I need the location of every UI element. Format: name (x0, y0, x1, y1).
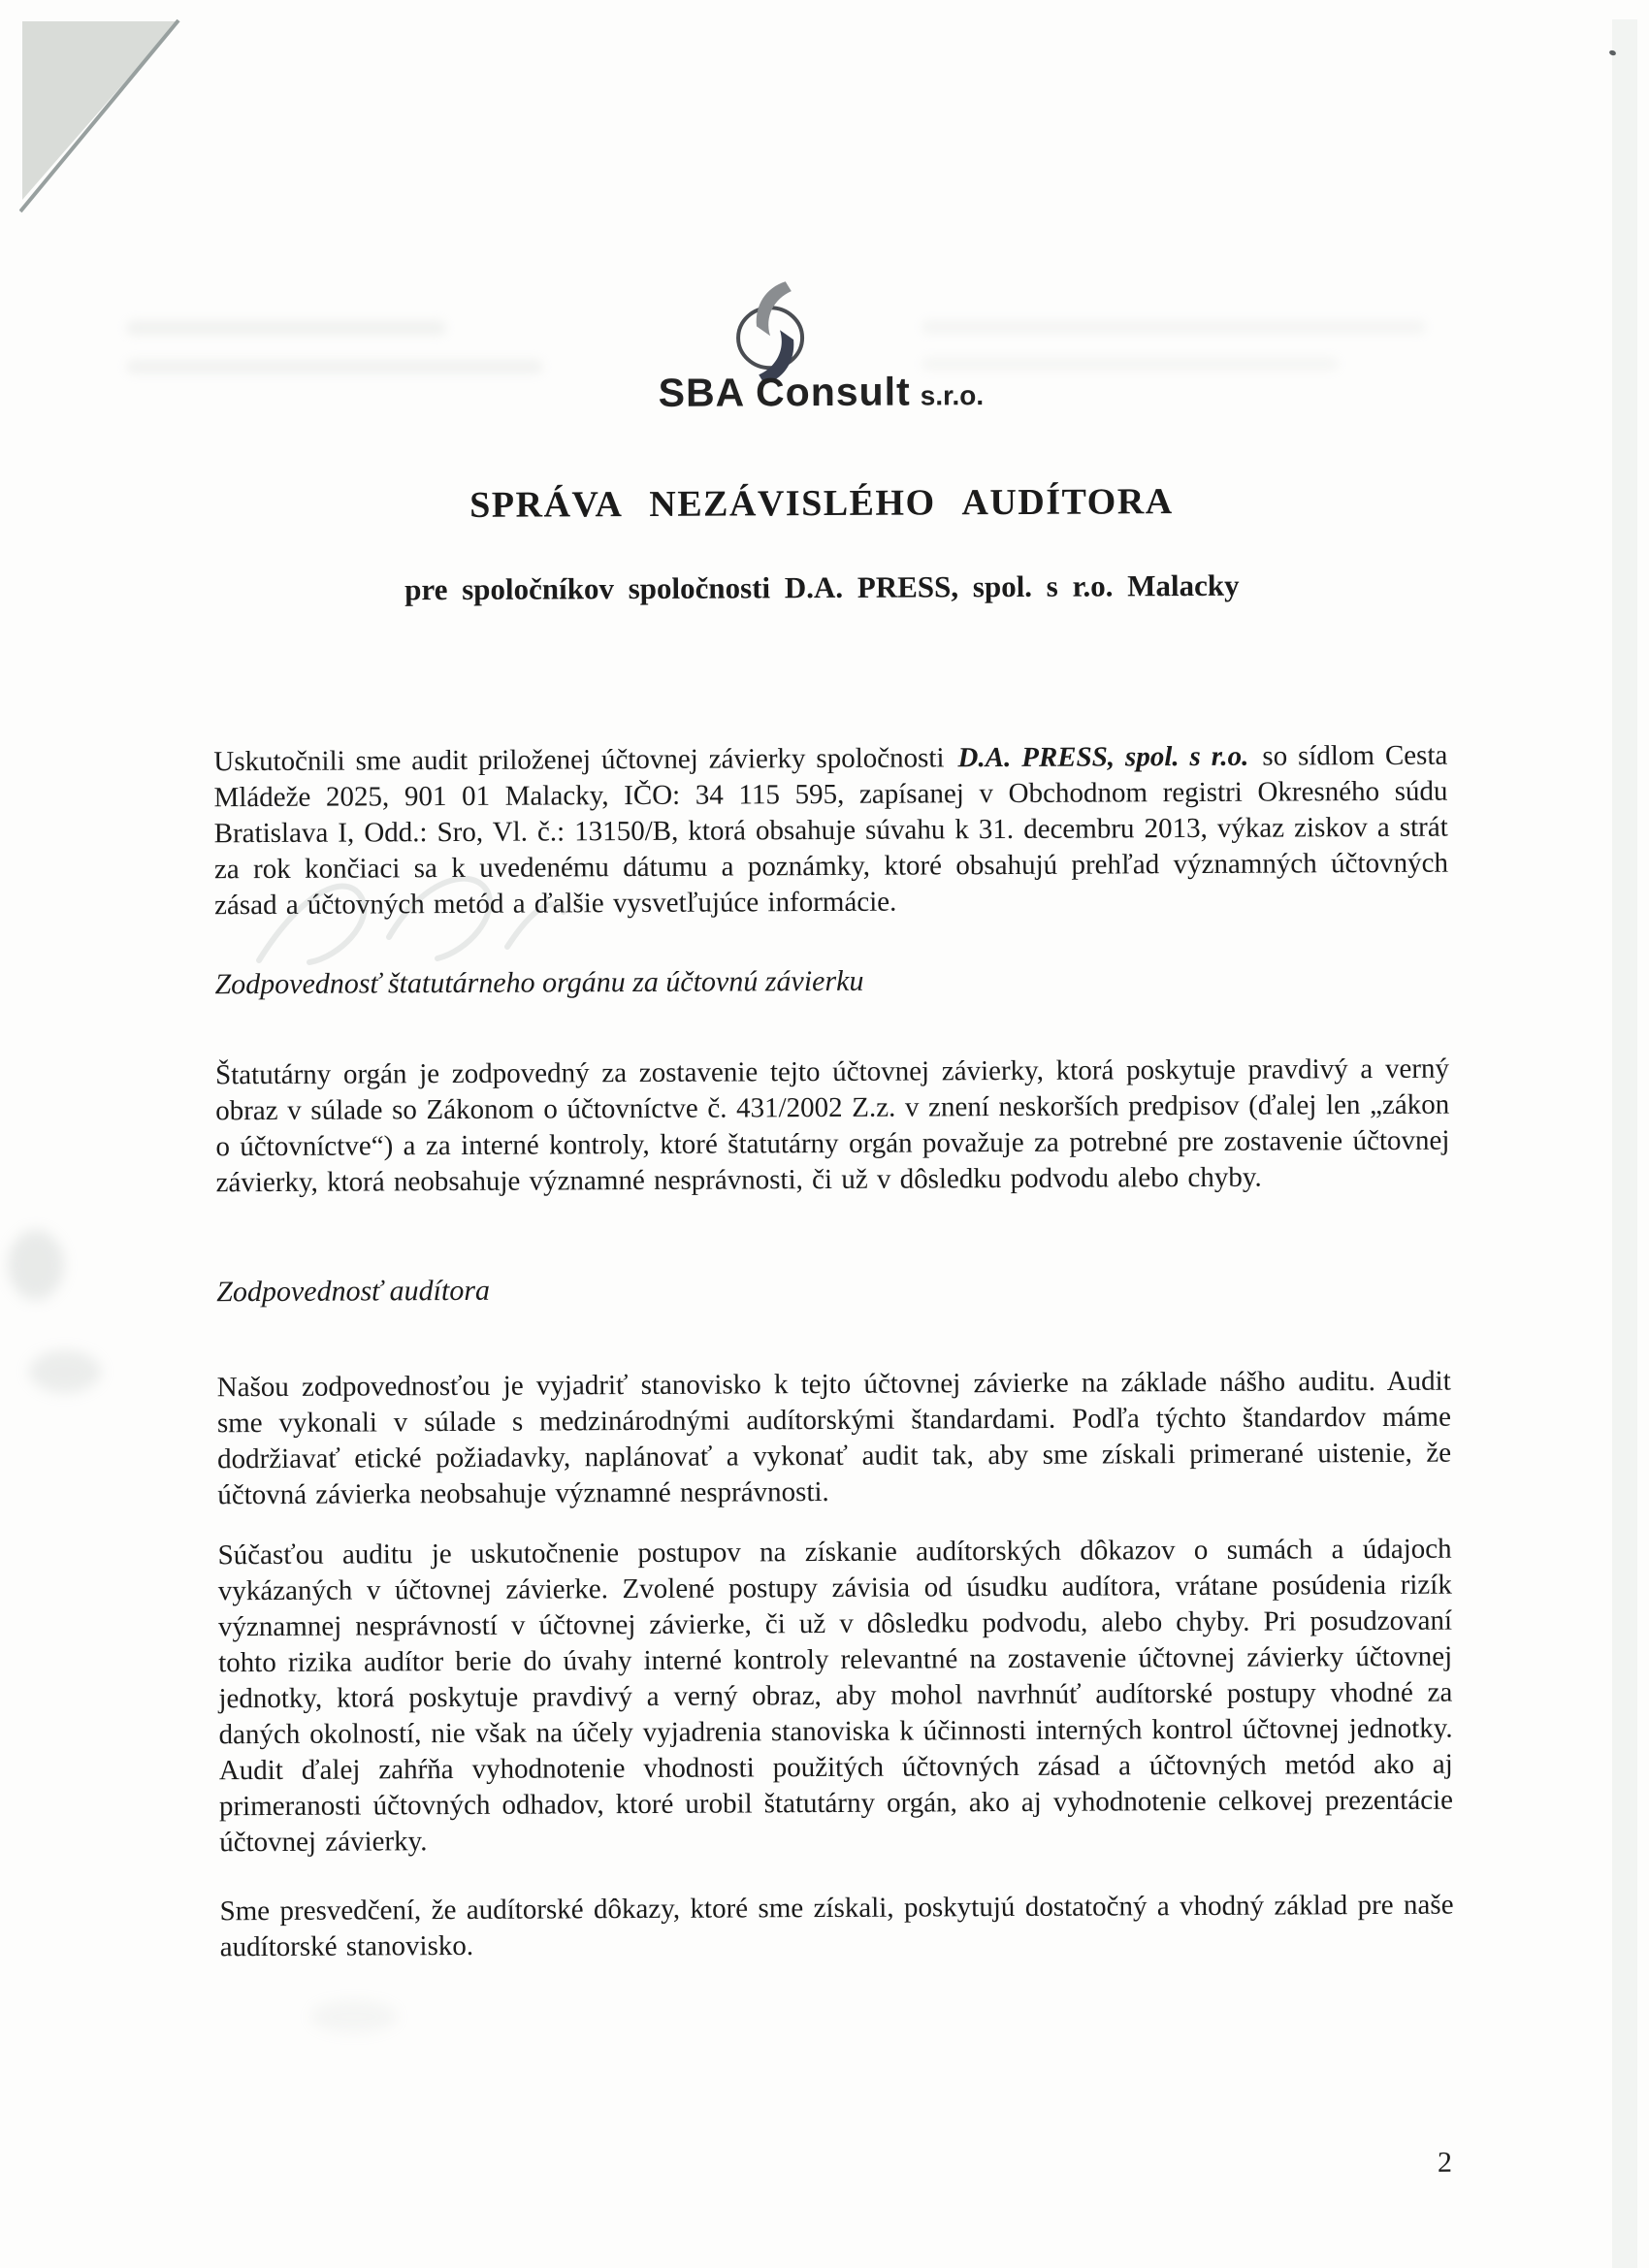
intro-text-post: so sídlom Cesta Mládeže 2025, 901 01 Malacky, IČO: 34 115 595, zapísanej v Obchodnom registri Okresného súdu Bratislava I, Odd.: Sro, Vl. č.: 13150/B, ktorá obsahuje súvahu k 31. decembru 2013, výkaz ziskov a strát za rok končiaci sa k uvedenému dátumu a poznámky, ktoré obsahujú prehľad významných účtovných zásad a účtovných metód a ďalšie vysvetľujúce informácie. (213, 739, 1448, 922)
audited-company-name: D.A. PRESS, spol. s r.o. (957, 740, 1249, 774)
logo-company-name: SBA Consult (658, 369, 911, 415)
intro-text-pre: Uskutočnili sme audit priloženej účtovnej závierky spoločnosti (213, 742, 945, 778)
logo-text (204, 367, 1438, 419)
report-title: SPRÁVA NEZÁVISLÉHO AUDÍTORA (469, 481, 1174, 526)
section-heading-auditor-responsibility: Zodpovednosť audítora (216, 1274, 491, 1309)
auditor-responsibility-paragraph: Našou zodpovednosťou je vyjadriť stanovisko k tejto účtovnej závierke na základe nášho auditu. Audit sme vykonali v súlade s medzinárodnými audítorskými štandardami. Podľa týchto štandardov máme dodržiavať etické požiadavky, naplánovať a vykonať audit tak, aby sme získali primerané uistenie, že účtovná závierka neobsahuje významné nesprávnosti. (216, 1365, 1452, 1511)
intro-paragraph (213, 738, 1448, 924)
logo-company-suffix: s.r.o. (920, 380, 985, 411)
section-heading-management-responsibility: Zodpovednosť štatutárneho orgánu za účtovnú závierku (214, 964, 864, 1001)
management-responsibility-paragraph: Štatutárny orgán je zodpovedný za zostavenie tejto účtovnej závierky, ktorá poskytuje pravdivý a verný obraz v súlade so Zákonom o účtovníctve č. 431/2002 Z.z. v znení neskorších predpisov (ďalej len „zákon o účtovníctve“) a za interné kontroly, ktoré štatutárny orgán považuje za potrebné pre zostavenie účtovnej závierky, ktorá neobsahuje významné nesprávnosti, či už v dôsledku podvodu alebo chyby. (214, 1053, 1450, 1199)
audit-procedures-paragraph: Súčasťou auditu je uskutočnenie postupov na získanie audítorských dôkazov o sumách a údajoch vykázaných v účtovnej závierke. Zvolené postupy závisia od úsudku audítora, vrátane posúdenia rizík významnej nesprávností v účtovnej závierke, či už v dôsledku podvodu, alebo chyby. Pri posudzovaní tohto rizika audítor berie do úvahy interné kontroly relevantné na zostavenie účtovnej závierky účtovnej jednotky, ktorá poskytuje pravdivý a verný obraz, aby mohol navrhnúť audítorské postupy vhodné za daných okolností, nie však na účely vyjadrenia stanoviska k účinnosti interných kontrol účtovnej jednotky. Audit ďalej zahŕňa vyhodnotenie vhodnosti použitých účtovných zásad a účtovných metód ako aj primeranosti účtovných odhadov, ktoré urobil štatutárny orgán, ako aj vyhodnotenie celkovej prezentácie účtovnej závierky. (217, 1533, 1454, 1859)
report-subtitle: pre spoločníkov spoločnosti D.A. PRESS, spol. s r.o. Malacky (404, 567, 1240, 607)
audit-conclusion-paragraph: Sme presvedčení, že audítorské dôkazy, ktoré sme získali, poskytujú dostatočný a vhodný základ pre naše audítorské stanovisko. (219, 1889, 1454, 1963)
page-number: 2 (1437, 2146, 1453, 2179)
